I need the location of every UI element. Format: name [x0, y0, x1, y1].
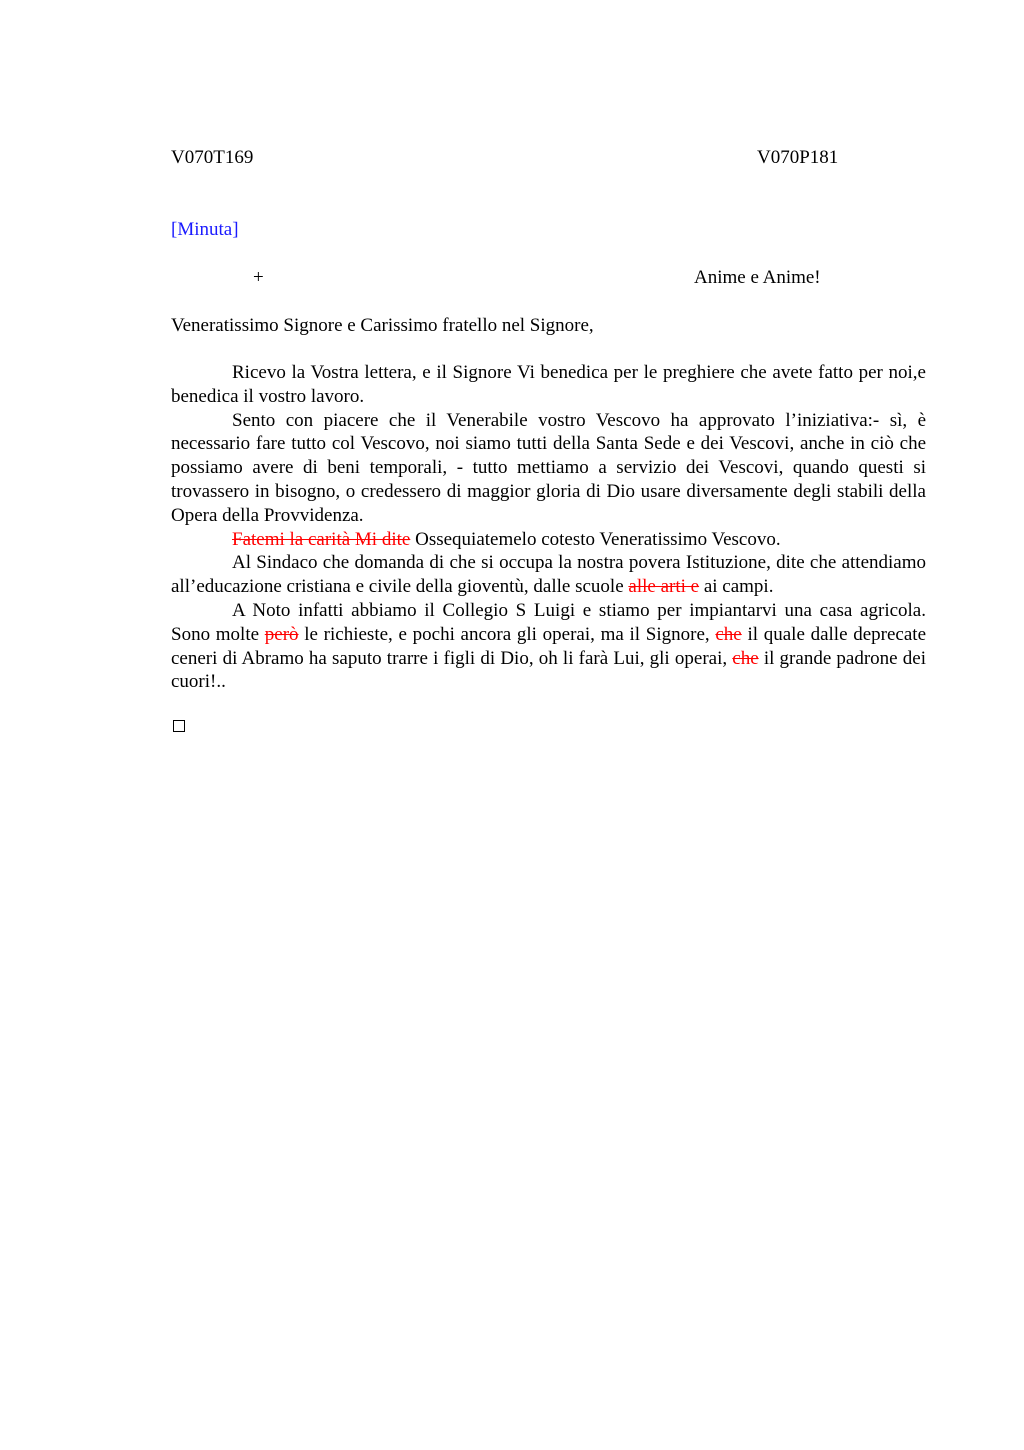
deleted-text: Fatemi la carità Mi dite [232, 528, 411, 550]
deleted-text: che [732, 647, 759, 669]
paragraph-4-text-a: Al Sindaco che domanda di che si occupa la nostra povera Istituzione, dite che attendiamo all’educazione cristiana e civile della gioventù, dalle scuole [171, 552, 926, 598]
cross-mark: + [253, 267, 264, 288]
paragraph-2 [171, 409, 926, 528]
square-outline-icon [173, 720, 185, 732]
salutation: Veneratissimo Signore e Carissimo fratello nel Signore, [171, 315, 594, 336]
draft-label: [Minuta] [171, 219, 239, 240]
document-code-left: V070T169 [171, 147, 254, 168]
paragraph-2-text: Sento con piacere che il Venerabile vostro Vescovo ha approvato l’iniziativa:- sì, è necessario fare tutto col Vescovo, noi siamo tutti della Santa Sede e dei Vescovi, anche in ciò che possiamo avere di beni temporali, - tutto mettiamo a servizio dei Vescovi, quando questi si trovassero in bisogno, o credessero di maggior gloria di Dio usare diversamente degli stabili della Opera della Provvidenza. [171, 409, 926, 526]
document-code-right: V070P181 [757, 147, 839, 168]
paragraph-3-text: Ossequiatemelo cotesto Veneratissimo Vescovo. [410, 528, 781, 550]
deleted-text: alle arti e [628, 576, 700, 598]
paragraph-3 [171, 528, 926, 552]
paragraph-5-text-c: il quale dalle deprecate ceneri di Abramo ha saputo trarre i figli di Dio, oh li farà Lui, gli operai, [171, 623, 926, 669]
deleted-text: però [264, 623, 299, 645]
paragraph-4 [171, 551, 926, 599]
paragraph-5 [171, 599, 926, 694]
paragraph-1-text: Ricevo la Vostra lettera, e il Signore Vi benedica per le preghiere che avete fatto per noi,e benedica il vostro lavoro. [171, 362, 926, 407]
paragraph-5-text-b: le richieste, e pochi ancora gli operai, ma il Signore, [298, 623, 716, 645]
deleted-text: che [715, 623, 742, 645]
letter-body [171, 361, 926, 694]
paragraph-5-text-d: il grande padrone dei cuori!.. [171, 647, 926, 693]
paragraph-4-text-b: ai campi. [699, 576, 774, 598]
paragraph-1 [171, 361, 926, 409]
motto: Anime e Anime! [694, 267, 821, 288]
paragraph-5-text-a: A Noto infatti abbiamo il Collegio S Luigi e stiamo per impiantarvi una casa agricola. Sono molte [171, 599, 926, 645]
